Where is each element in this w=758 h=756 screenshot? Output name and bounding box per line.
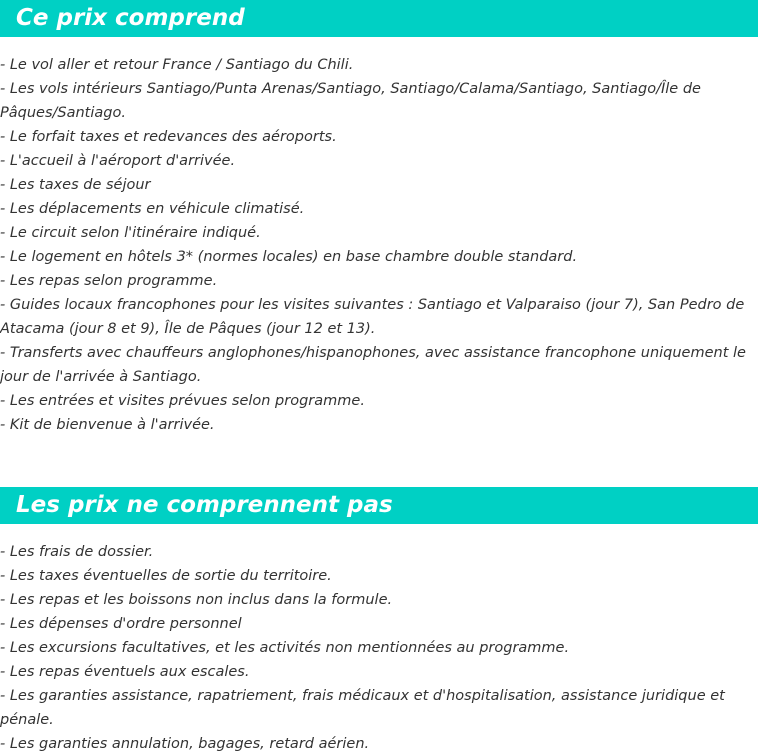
list-item: - Les entrées et visites prévues selon programme. (0, 393, 365, 409)
list-item: - Le vol aller et retour France / Santiago du Chili. (0, 57, 354, 73)
list-item: - Les repas selon programme. (0, 273, 218, 289)
included-list (0, 53, 758, 437)
list-item: - Les repas éventuels aux escales. (0, 664, 250, 680)
list-item: - Les taxes éventuelles de sortie du territoire. (0, 568, 332, 584)
list-item: - Guides locaux francophones pour les visites suivantes : Santiago et Valparaiso (jour 7), San Pedro de Atacama (jour 8 et 9), Île de Pâques (jour 12 et 13). (0, 297, 745, 337)
list-item: - Transferts avec chauffeurs anglophones/hispanophones, avec assistance francophone uniquement le jour de l'arrivée à Santiago. (0, 345, 746, 385)
excluded-section (0, 487, 758, 756)
list-item: - Kit de bienvenue à l'arrivée. (0, 417, 215, 433)
list-item: - Les frais de dossier. (0, 544, 154, 560)
excluded-section-title: Les prix ne comprennent pas (0, 487, 758, 524)
list-item: - Les garanties annulation, bagages, retard aérien. (0, 736, 370, 752)
list-item: - Les vols intérieurs Santiago/Punta Arenas/Santiago, Santiago/Calama/Santiago, Santiago/Île de Pâques/Santiago. (0, 81, 701, 121)
list-item: - Les taxes de séjour (0, 177, 151, 193)
list-item: - Les dépenses d'ordre personnel (0, 616, 242, 632)
list-item: - Les déplacements en véhicule climatisé. (0, 201, 305, 217)
list-item: - L'accueil à l'aéroport d'arrivée. (0, 153, 236, 169)
list-item: - Le circuit selon l'itinéraire indiqué. (0, 225, 261, 241)
list-item: - Les garanties assistance, rapatriement, frais médicaux et d'hospitalisation, assistance juridique et pénale. (0, 688, 725, 728)
list-item: - Les excursions facultatives, et les activités non mentionnées au programme. (0, 640, 570, 656)
list-item: - Les repas et les boissons non inclus dans la formule. (0, 592, 393, 608)
list-item: - Le logement en hôtels 3* (normes locales) en base chambre double standard. (0, 249, 578, 265)
list-item: - Le forfait taxes et redevances des aéroports. (0, 129, 337, 145)
included-section-title: Ce prix comprend (0, 0, 758, 37)
